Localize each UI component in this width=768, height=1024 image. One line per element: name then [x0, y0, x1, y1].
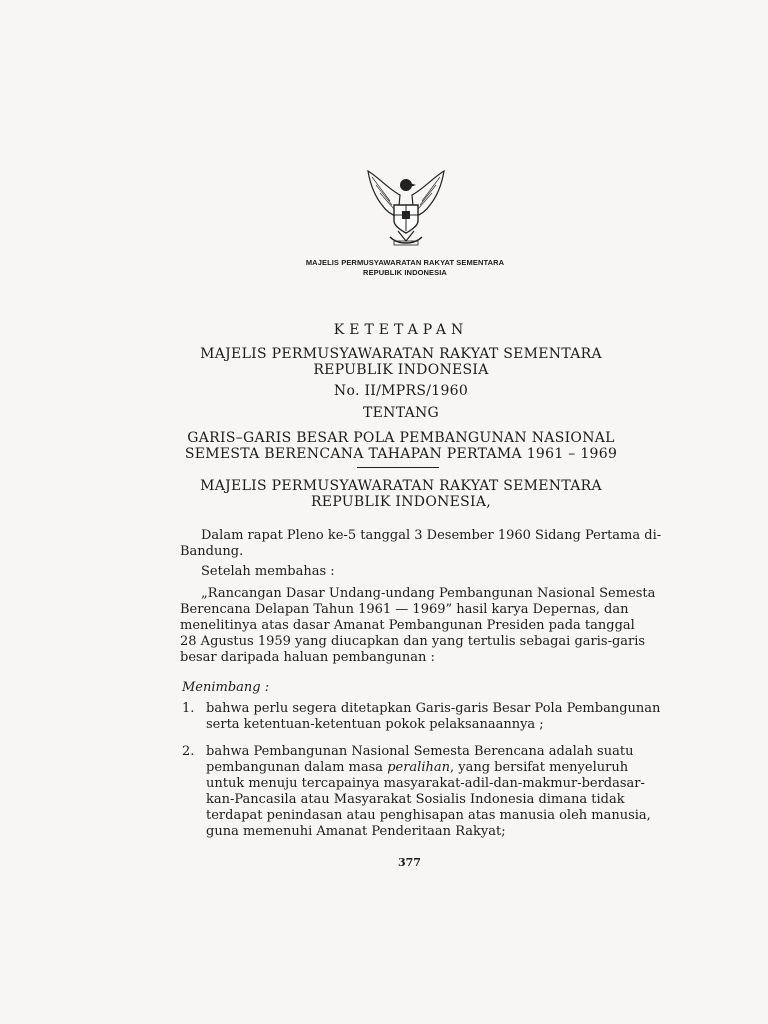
issuer-line-1: MAJELIS PERMUSYAWARATAN RAKYAT SEMENTARA — [200, 478, 602, 494]
item-2-line: terdapat penindasan atau penghisapan atas manusia oleh manusia, — [206, 808, 651, 823]
item-number: 1. — [182, 701, 195, 716]
draft-line: „Rancangan Dasar Undang-undang Pembangunan Nasional Semesta — [201, 586, 656, 601]
meeting-line-2: Bandung. — [180, 544, 244, 559]
item-2-text: pembangunan dalam masa — [206, 760, 388, 775]
item-2-line — [206, 760, 628, 776]
item-2-line: bahwa Pembangunan Nasional Semesta Berencana adalah suatu — [206, 744, 634, 759]
considering-heading: Menimbang : — [182, 680, 270, 695]
about-label: TENTANG — [362, 405, 440, 421]
document-heading: KETETAPAN — [333, 322, 469, 338]
item-2-text: , yang bersifat menyeluruh — [449, 760, 629, 775]
body-name-line-1: MAJELIS PERMUSYAWARATAN RAKYAT SEMENTARA — [200, 346, 602, 362]
title-divider — [357, 467, 439, 468]
draft-line: 28 Agustus 1959 yang diucapkan dan yang tertulis sebagai garis-garis — [180, 634, 646, 649]
body-name-line-2: REPUBLIK INDONESIA — [313, 362, 489, 378]
draft-line: Berencana Delapan Tahun 1961 — 1969” hasil karya Depernas, dan — [180, 602, 629, 617]
after-discussing: Setelah membahas : — [201, 564, 335, 579]
draft-line: besar daripada haluan pembangunan : — [180, 650, 435, 665]
meeting-line-1: Dalam rapat Pleno ke-5 tanggal 3 Desember 1960 Sidang Pertama di- — [201, 528, 662, 543]
decree-number: No. II/MPRS/1960 — [333, 383, 469, 399]
garuda-emblem-icon — [360, 165, 452, 255]
institution-line-2: REPUBLIK INDONESIA — [363, 268, 447, 277]
institution-line-1: MAJELIS PERMUSYAWARATAN RAKYAT SEMENTARA — [305, 258, 505, 267]
page-number: 377 — [398, 856, 421, 869]
item-2-emphasis: peralihan — [387, 760, 450, 775]
item-1-line: bahwa perlu segera ditetapkan Garis-garis Besar Pola Pembangunan — [206, 701, 661, 716]
item-1-line: serta ketentuan-ketentuan pokok pelaksanaannya ; — [206, 717, 544, 732]
issuer-line-2: REPUBLIK INDONESIA, — [310, 494, 492, 510]
subject-line-2: SEMESTA BERENCANA TAHAPAN PERTAMA 1961 – 1969 — [184, 446, 618, 462]
draft-line: menelitinya atas dasar Amanat Pembangunan Presiden pada tanggal — [180, 618, 635, 633]
subject-line-1: GARIS–GARIS BESAR POLA PEMBANGUNAN NASIONAL — [187, 430, 615, 446]
item-2-line: kan-Pancasila atau Masyarakat Sosialis Indonesia dimana tidak — [206, 792, 625, 807]
item-number: 2. — [182, 744, 195, 759]
item-2-line: untuk menuju tercapainya masyarakat-adil-dan-makmur-berdasar- — [206, 776, 645, 791]
item-2-line: guna memenuhi Amanat Penderitaan Rakyat; — [206, 824, 506, 839]
